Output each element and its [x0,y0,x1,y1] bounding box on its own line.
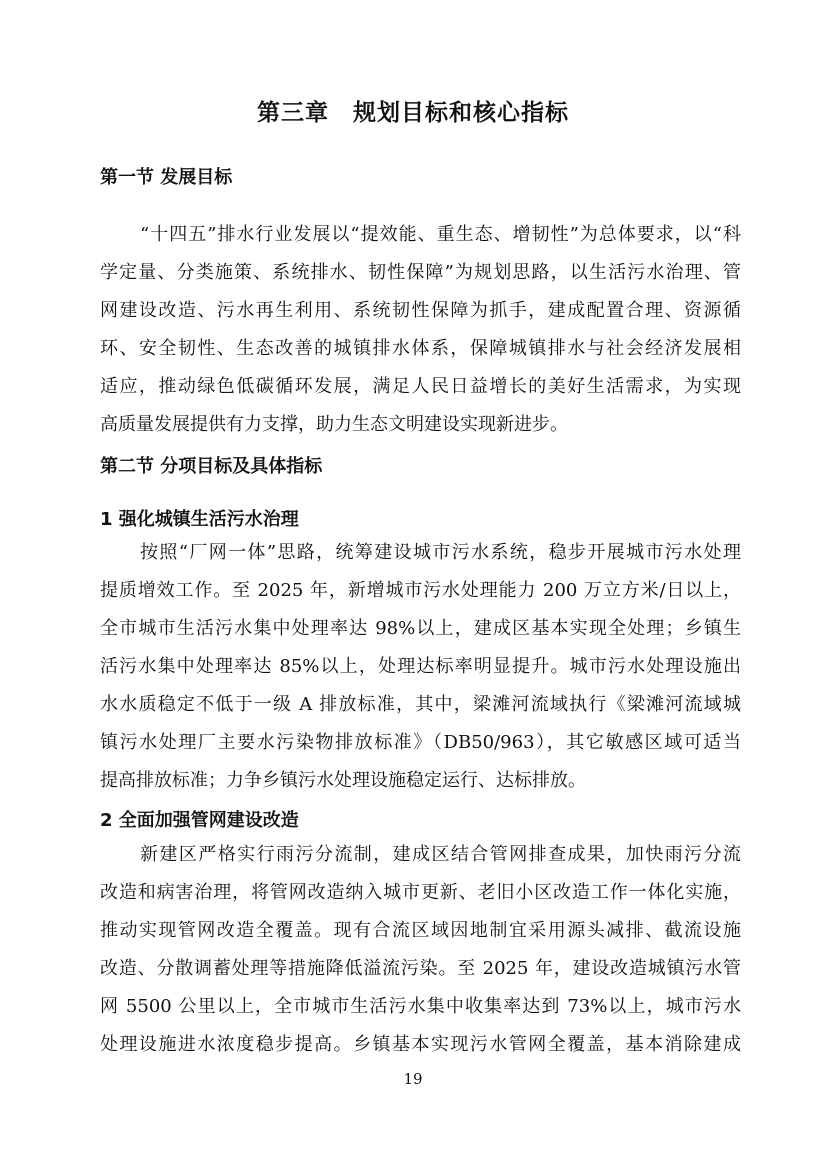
text-line: 按照“厂网一体”思路，统筹建设城市污水系统，稳步开展城市污水处理 [140,542,741,563]
text-line: 适应，推动绿色低碳循环发展，满足人民日益增长的美好生活需求，为实现 [100,376,741,397]
text-line: 学定量、分类施策、系统排水、韧性保障”为规划思路，以生活污水治理、管 [100,262,741,283]
text-line: 改造、分散调蓄处理等措施降低溢流污染。至 2025 年，建设改造城镇污水管 [100,958,741,979]
text-line: 处理设施进水浓度稳步提高。乡镇基本实现污水管网全覆盖，基本消除建成 [100,1034,741,1055]
pipe-network-paragraph [100,836,741,1064]
subsection-heading-pipe-network: 2 全面加强管网建设改造 [100,810,299,831]
sewage-treatment-paragraph [100,534,741,800]
chapter-title: 第三章 规划目标和核心指标 [257,100,569,126]
text-line: 环、安全韧性、生态改善的城镇排水体系，保障城镇排水与社会经济发展相 [100,338,741,359]
text-line: 活污水集中处理率达 85%以上，处理达标率明显提升。城市污水处理设施出 [100,656,741,677]
section-heading-development-goals: 第一节 发展目标 [100,167,233,188]
text-line: 推动实现管网改造全覆盖。现有合流区域因地制宜采用源头减排、截流设施 [100,920,741,941]
subsection-heading-sewage-treatment: 1 强化城镇生活污水治理 [100,509,299,530]
text-line: 高质量发展提供有力支撑，助力生态文明建设实现新进步。 [100,414,568,435]
text-line: 全市城市生活污水集中处理率达 98%以上，建成区基本实现全处理；乡镇生 [100,618,741,639]
section-heading-sub-targets: 第二节 分项目标及具体指标 [100,456,323,477]
page-number: 19 [403,1070,423,1088]
text-line: “十四五”排水行业发展以“提效能、重生态、增韧性”为总体要求，以“科 [140,224,741,245]
text-line: 网 5500 公里以上，全市城市生活污水集中收集率达到 73%以上，城市污水 [100,996,741,1017]
text-line: 提高排放标准；力争乡镇污水处理设施稳定运行、达标排放。 [100,770,586,791]
development-goals-paragraph [100,216,741,444]
text-line: 改造和病害治理，将管网改造纳入城市更新、老旧小区改造工作一体化实施， [100,882,741,903]
text-line: 水水质稳定不低于一级 A 排放标准，其中，梁滩河流域执行《梁滩河流域城 [100,694,741,715]
text-line: 镇污水处理厂主要水污染物排放标准》（DB50/963），其它敏感区域可适当 [100,732,741,753]
text-line: 提质增效工作。至 2025 年，新增城市污水处理能力 200 万立方米/日以上， [100,580,741,601]
text-line: 网建设改造、污水再生利用、系统韧性保障为抓手，建成配置合理、资源循 [100,300,741,321]
text-line: 新建区严格实行雨污分流制，建成区结合管网排查成果，加快雨污分流 [140,844,741,865]
